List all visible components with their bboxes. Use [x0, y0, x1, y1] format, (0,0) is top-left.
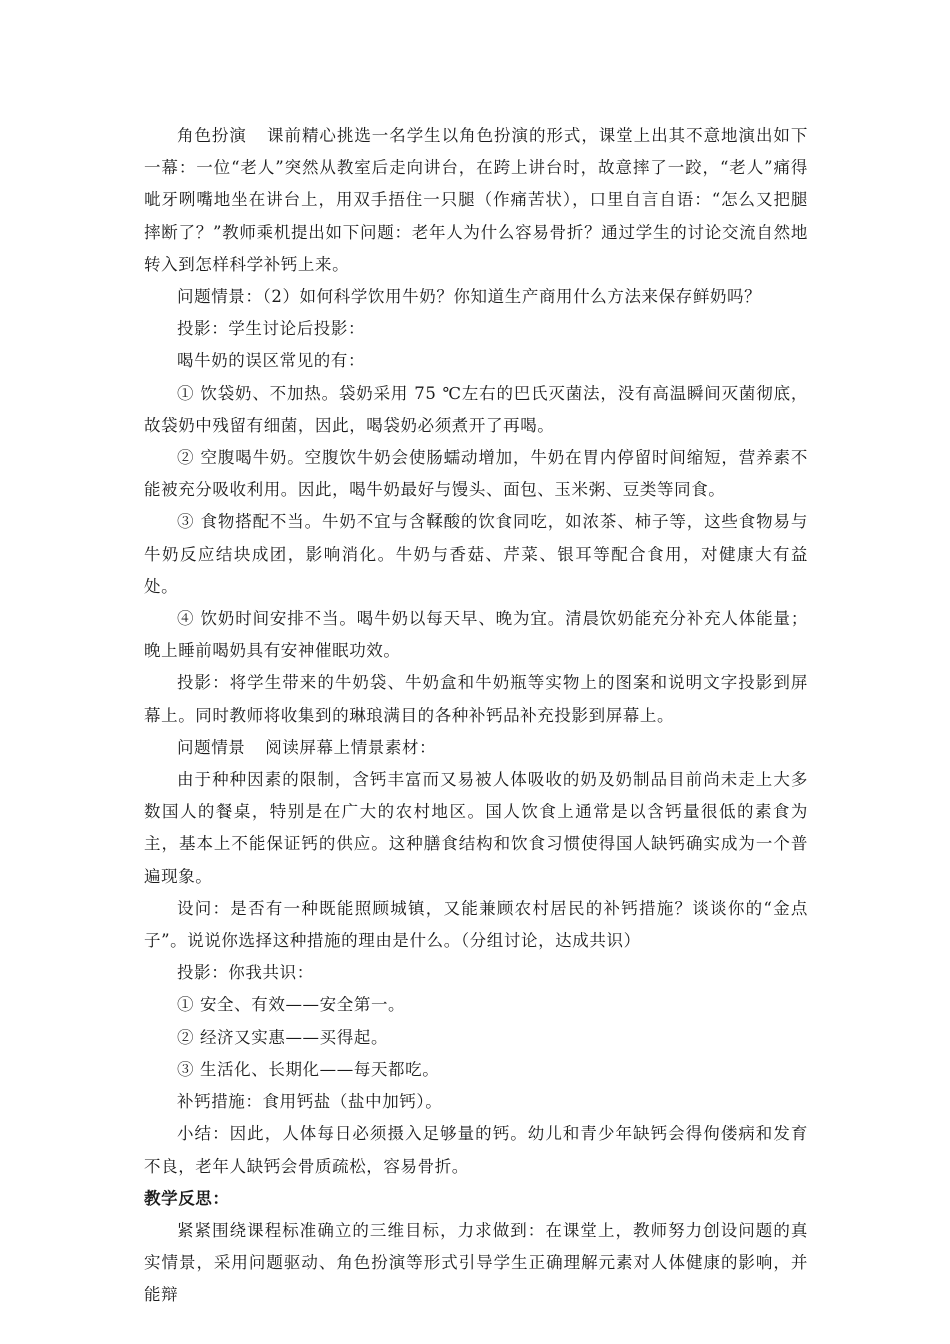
- role-play-paragraph: [144, 120, 808, 281]
- misconception-item: ② 空腹喝牛奶。空腹饮牛奶会使肠蠕动增加，牛奶在胃内停留时间缩短，营养素不能被充分吸收利用。因此，喝牛奶最好与馒头、面包、玉米粥、豆类等同食。: [144, 448, 808, 500]
- question-scene-2: 问题情景：（2）如何科学饮用牛奶？你知道生产商用什么方法来保存鲜奶吗？: [177, 287, 762, 307]
- material-paragraph: 由于种种因素的限制，含钙丰富而又易被人体吸收的奶及奶制品目前尚未走上大多数国人的餐桌，特别是在广大的农村地区。国人饮食上通常是以含钙量很低的素食为主，基本上不能保证钙的供应。这种膳食结构和饮食习惯使得国人缺钙确实成为一个普遍现象。: [144, 770, 808, 886]
- misconception-item: ③ 食物搭配不当。牛奶不宜与含鞣酸的饮食同吃，如浓茶、柿子等，这些食物易与牛奶反应结块成团，影响消化。牛奶与香菇、芹菜、银耳等配合食用，对健康大有益处。: [144, 512, 808, 596]
- consensus-item: ① 安全、有效——安全第一。: [177, 995, 406, 1015]
- role-play-label: 角色扮演: [177, 126, 247, 145]
- reflection-paragraph: 紧紧围绕课程标准确立的三维目标，力求做到：在课堂上，教师努力创设问题的真实情景，采用问题驱动、角色扮演等形式引导学生正确理解元素对人体健康的影响，并能辩: [144, 1220, 808, 1305]
- misconceptions-title: 喝牛奶的误区常见的有：: [177, 351, 366, 371]
- consensus-item: ② 经济又实惠——买得起。: [177, 1027, 389, 1047]
- consensus-title: 投影：你我共识：: [177, 963, 314, 983]
- question-scene-3-text: 阅读屏幕上情景素材：: [265, 737, 437, 757]
- misconception-item: ④ 饮奶时间安排不当。喝牛奶以每天早、晚为宜。清晨饮奶能充分补充人体能量；晚上睡前喝奶具有安神催眠功效。: [144, 609, 808, 661]
- consensus-item: ③ 生活化、长期化——每天都吃。: [177, 1059, 440, 1079]
- role-play-text: 课前精心挑选一名学生以角色扮演的形式，课堂上出其不意地演出如下一幕：一位“老人”突然从教室后走向讲台，在跨上讲台时，故意摔了一跤，“老人”痛得呲牙咧嘴地坐在讲台上，用双手捂住一只腿（作痛苦状），口里自言自语：“怎么又把腿摔断了？”教师乘机提出如下问题：老年人为什么容易骨折？通过学生的讨论交流自然地转入到怎样科学补钙上来。: [144, 126, 808, 274]
- question-scene-3-label: 问题情景: [177, 737, 246, 757]
- question-scene-3: [144, 732, 808, 764]
- reflection-heading: 教学反思：: [144, 1188, 230, 1208]
- measure-paragraph: 补钙措施：食用钙盐（盐中加钙）。: [177, 1092, 443, 1112]
- document-body: [144, 120, 808, 1312]
- projection-2: 投影：将学生带来的牛奶袋、牛奶盒和牛奶瓶等实物上的图案和说明文字投影到屏幕上。同时教师将收集到的琳琅满目的各种补钙品补充投影到屏幕上。: [144, 673, 808, 725]
- question-paragraph: 设问：是否有一种既能照顾城镇，又能兼顾农村居民的补钙措施？谈谈你的“金点子”。说说你选择这种措施的理由是什么。（分组讨论，达成共识）: [144, 898, 808, 951]
- misconception-item: ① 饮袋奶、不加热。袋奶采用 75 ℃左右的巴氏灭菌法，没有高温瞬间灭菌彻底，故袋奶中残留有细菌，因此，喝袋奶必须煮开了再喝。: [144, 383, 808, 435]
- projection-1: 投影：学生讨论后投影：: [177, 319, 366, 339]
- summary-paragraph: 小结：因此，人体每日必须摄入足够量的钙。幼儿和青少年缺钙会得佝偻病和发育不良，老年人缺钙会骨质疏松，容易骨折。: [144, 1124, 808, 1176]
